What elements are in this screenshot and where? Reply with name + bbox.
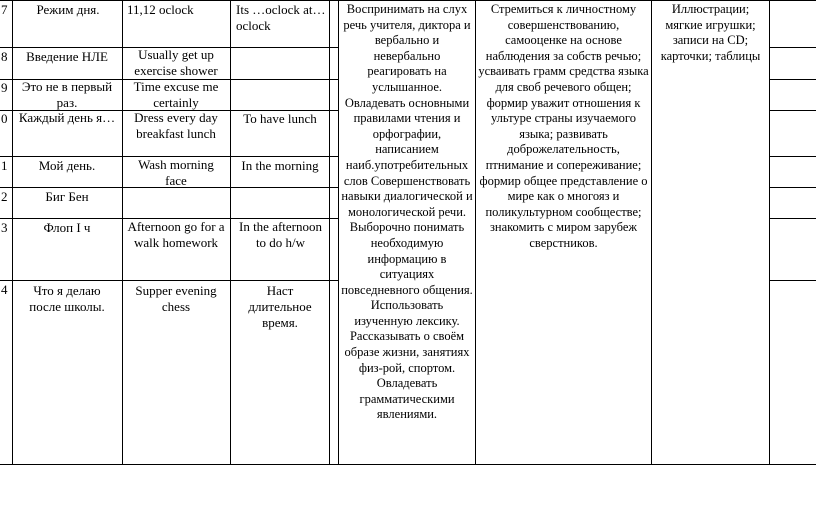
lesson-topic: Что я делаю после школы. (29, 283, 105, 314)
row-line-right (769, 187, 816, 188)
lesson-topic: Биг Бен (45, 189, 89, 204)
row-line-right (769, 79, 816, 80)
lesson-vocabulary: Supper evening chess (135, 283, 217, 314)
lesson-vocabulary: Time excuse me certainly (133, 79, 219, 110)
lesson-grammar: In the morning (241, 158, 319, 173)
col-line (12, 0, 13, 465)
row-line-right (769, 110, 816, 111)
lesson-number: 1 (1, 158, 8, 173)
lesson-vocabulary: Afternoon go for a walk homework (127, 219, 225, 250)
lesson-number: 4 (1, 282, 8, 297)
row-line-right (769, 280, 816, 281)
lesson-topic: Каждый день я… (18, 110, 116, 125)
materials-text: Иллюстрации; мягкие игрушки; записи на CD; карточки; таблицы (660, 2, 761, 63)
lesson-grammar: Its …oclock at…oclock (236, 2, 326, 33)
lesson-vocabulary: Dress every day breakfast lunch (134, 110, 218, 141)
lesson-topic: Мой день. (38, 158, 96, 173)
col-line (651, 0, 652, 465)
col-line (338, 0, 339, 465)
col-line (230, 0, 231, 465)
col-line (769, 0, 770, 465)
col-line (122, 0, 123, 465)
lesson-topic: Режим дня. (36, 2, 100, 17)
lesson-grammar: Наст длительное время. (248, 283, 312, 330)
lesson-number: 3 (1, 220, 8, 235)
lesson-number: 0 (1, 111, 8, 126)
lesson-number: 7 (1, 2, 8, 17)
lesson-vocabulary: Wash morning face (138, 157, 214, 188)
personal-results-text: Стремиться к личностному совершенствованию, самооценке на основе наблюдения за собств речью; усваивать грамм средства языка для своб речевого общен; формир уважит отношения к ультуре страны изучаемого языка; развивать доброжелательность, птнимание и сопереживание; формир общее представление о мире как о многояз и поликультурном сообществе; знакомить с миром зарубеж сверстников. (478, 2, 649, 250)
lesson-topic: Введение НЛЕ (26, 49, 108, 64)
lesson-topic: Флоп I ч (43, 220, 91, 235)
lesson-number: 9 (1, 80, 8, 95)
subject-skills-text: Воспринимать на слух речь учителя, диктора и вербально и невербально реагировать на услышанное. Овладевать основными правилами чтения и орфографии, написанием наиб.употребительных слов Совершенствовать навыки диалогической и монологической речи. Выборочно понимать необходимую информацию в ситуациях повседневного общения. Использовать изученную лексику. Рассказывать о своём образе жизни, занятиях физ-рой, спортом. Овладевать грамматическими явлениями. (341, 2, 473, 422)
row-line-right (769, 156, 816, 157)
col-line (475, 0, 476, 465)
lesson-vocabulary: 11,12 oclock (127, 2, 194, 17)
row-line-right (769, 47, 816, 48)
lesson-grammar: In the afternoon to do h/w (238, 219, 323, 250)
lesson-number: 2 (1, 189, 8, 204)
lesson-grammar: To have lunch (243, 111, 317, 126)
col-line (329, 0, 330, 465)
lesson-vocabulary: Usually get up exercise shower (134, 47, 218, 78)
row-line (0, 280, 338, 281)
lesson-number: 8 (1, 49, 8, 64)
row-line-right (769, 218, 816, 219)
lesson-topic: Это не в первый раз. (21, 79, 113, 110)
